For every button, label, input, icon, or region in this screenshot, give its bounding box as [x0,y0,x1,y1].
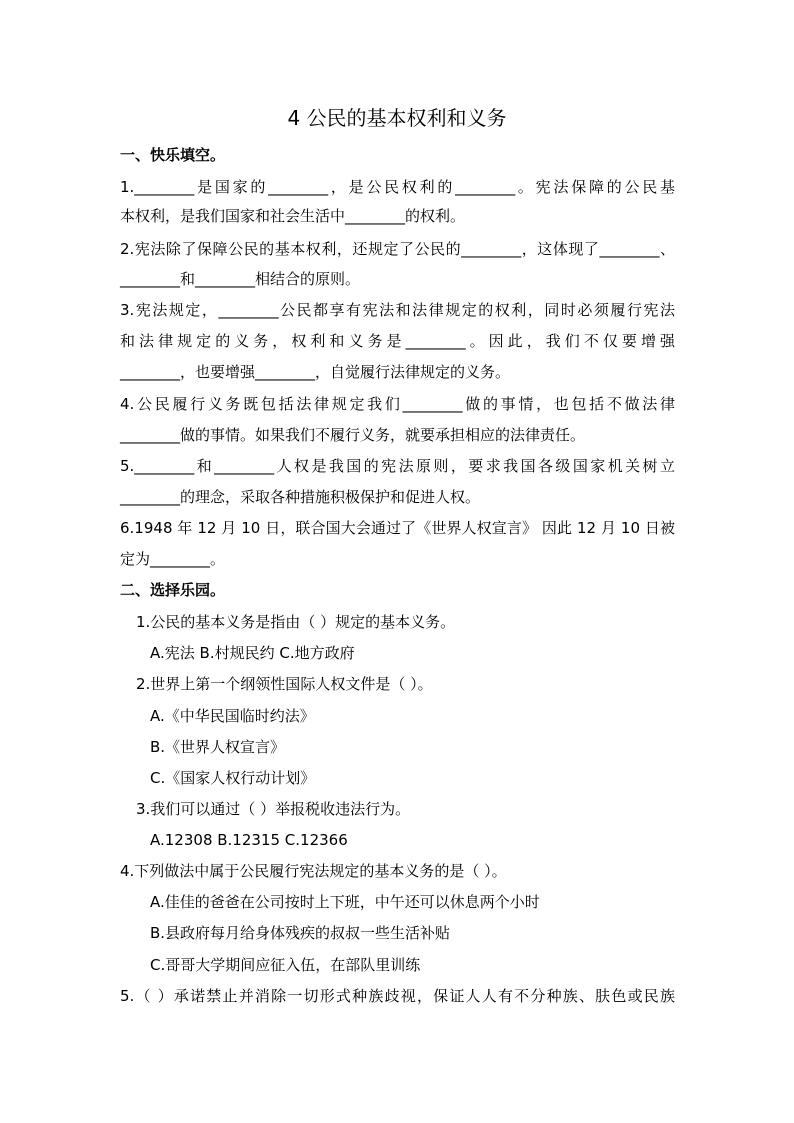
choice-q1-stem: 1.公民的基本义务是指由（ ）规定的基本义务。 [136,613,456,631]
page-title: 4 公民的基本权利和义务 [287,106,507,130]
fill-q1-line1: 1.________是国家的________，是公民权利的________。宪法保障的公民基 [120,178,675,196]
fill-q2-line1: 2.宪法除了保障公民的基本权利，还规定了公民的________，这体现了________、 [120,240,675,258]
choice-q4-option-c: C.哥哥大学期间应征入伍，在部队里训练 [150,956,421,974]
choice-q2-option-a: A.《中华民国临时约法》 [150,707,315,725]
fill-q2-line2: ________和________相结合的原则。 [120,270,361,288]
choice-q1-options: A.宪法 B.村规民约 C.地方政府 [150,644,355,662]
choice-q2-option-b: B.《世界人权宣言》 [150,738,286,756]
fill-q4-line1: 4.公民履行义务既包括法律规定我们________做的事情，也包括不做法律 [120,395,675,413]
choice-q2-option-c: C.《国家人权行动计划》 [150,769,316,787]
choice-q2-stem: 2.世界上第一个纲领性国际人权文件是（ ）。 [136,675,433,693]
fill-q3-line3: ________，也要增强________，自觉履行法律规定的义务。 [120,363,511,381]
choice-q4-option-b: B.县政府每月给身体残疾的叔叔一些生活补贴 [150,924,451,942]
fill-q4-line2: ________做的事情。如果我们不履行义务，就要承担相应的法律责任。 [120,426,586,444]
choice-q4-option-a: A.佳佳的爸爸在公司按时上下班，中午还可以休息两个小时 [150,893,540,911]
choice-q3-stem: 3.我们可以通过（ ）举报税收违法行为。 [136,800,411,818]
choice-q4-stem: 4.下列做法中属于公民履行宪法规定的基本义务的是（ ）。 [120,862,507,880]
choice-q5-stem: 5.（ ）承诺禁止并消除一切形式种族歧视，保证人人有不分种族、肤色或民族 [120,987,675,1005]
choice-q3-options: A.12308 B.12315 C.12366 [150,831,348,849]
section-heading-fill-blank: 一、快乐填空。 [120,146,226,164]
fill-q1-line2: 本权利，是我们国家和社会生活中________的权利。 [120,207,466,225]
fill-q6-line1: 6.1948 年 12 月 10 日，联合国大会通过了《世界人权宣言》 因此 12 月 10 日被 [120,519,675,537]
fill-q5-line2: ________的理念，采取各种措施积极保护和促进人权。 [120,488,481,506]
fill-q3-line2: 和法律规定的义务，权利和义务是________。因此，我们不仅要增强 [120,332,675,350]
section-heading-choice: 二、选择乐园。 [120,581,226,599]
fill-q3-line1: 3.宪法规定，________公民都享有宪法和法律规定的权利，同时必须履行宪法 [120,301,675,319]
fill-q5-line1: 5.________和________人权是我国的宪法原则，要求我国各级国家机关树立 [120,457,675,475]
fill-q6-line2: 定为________。 [120,550,226,568]
